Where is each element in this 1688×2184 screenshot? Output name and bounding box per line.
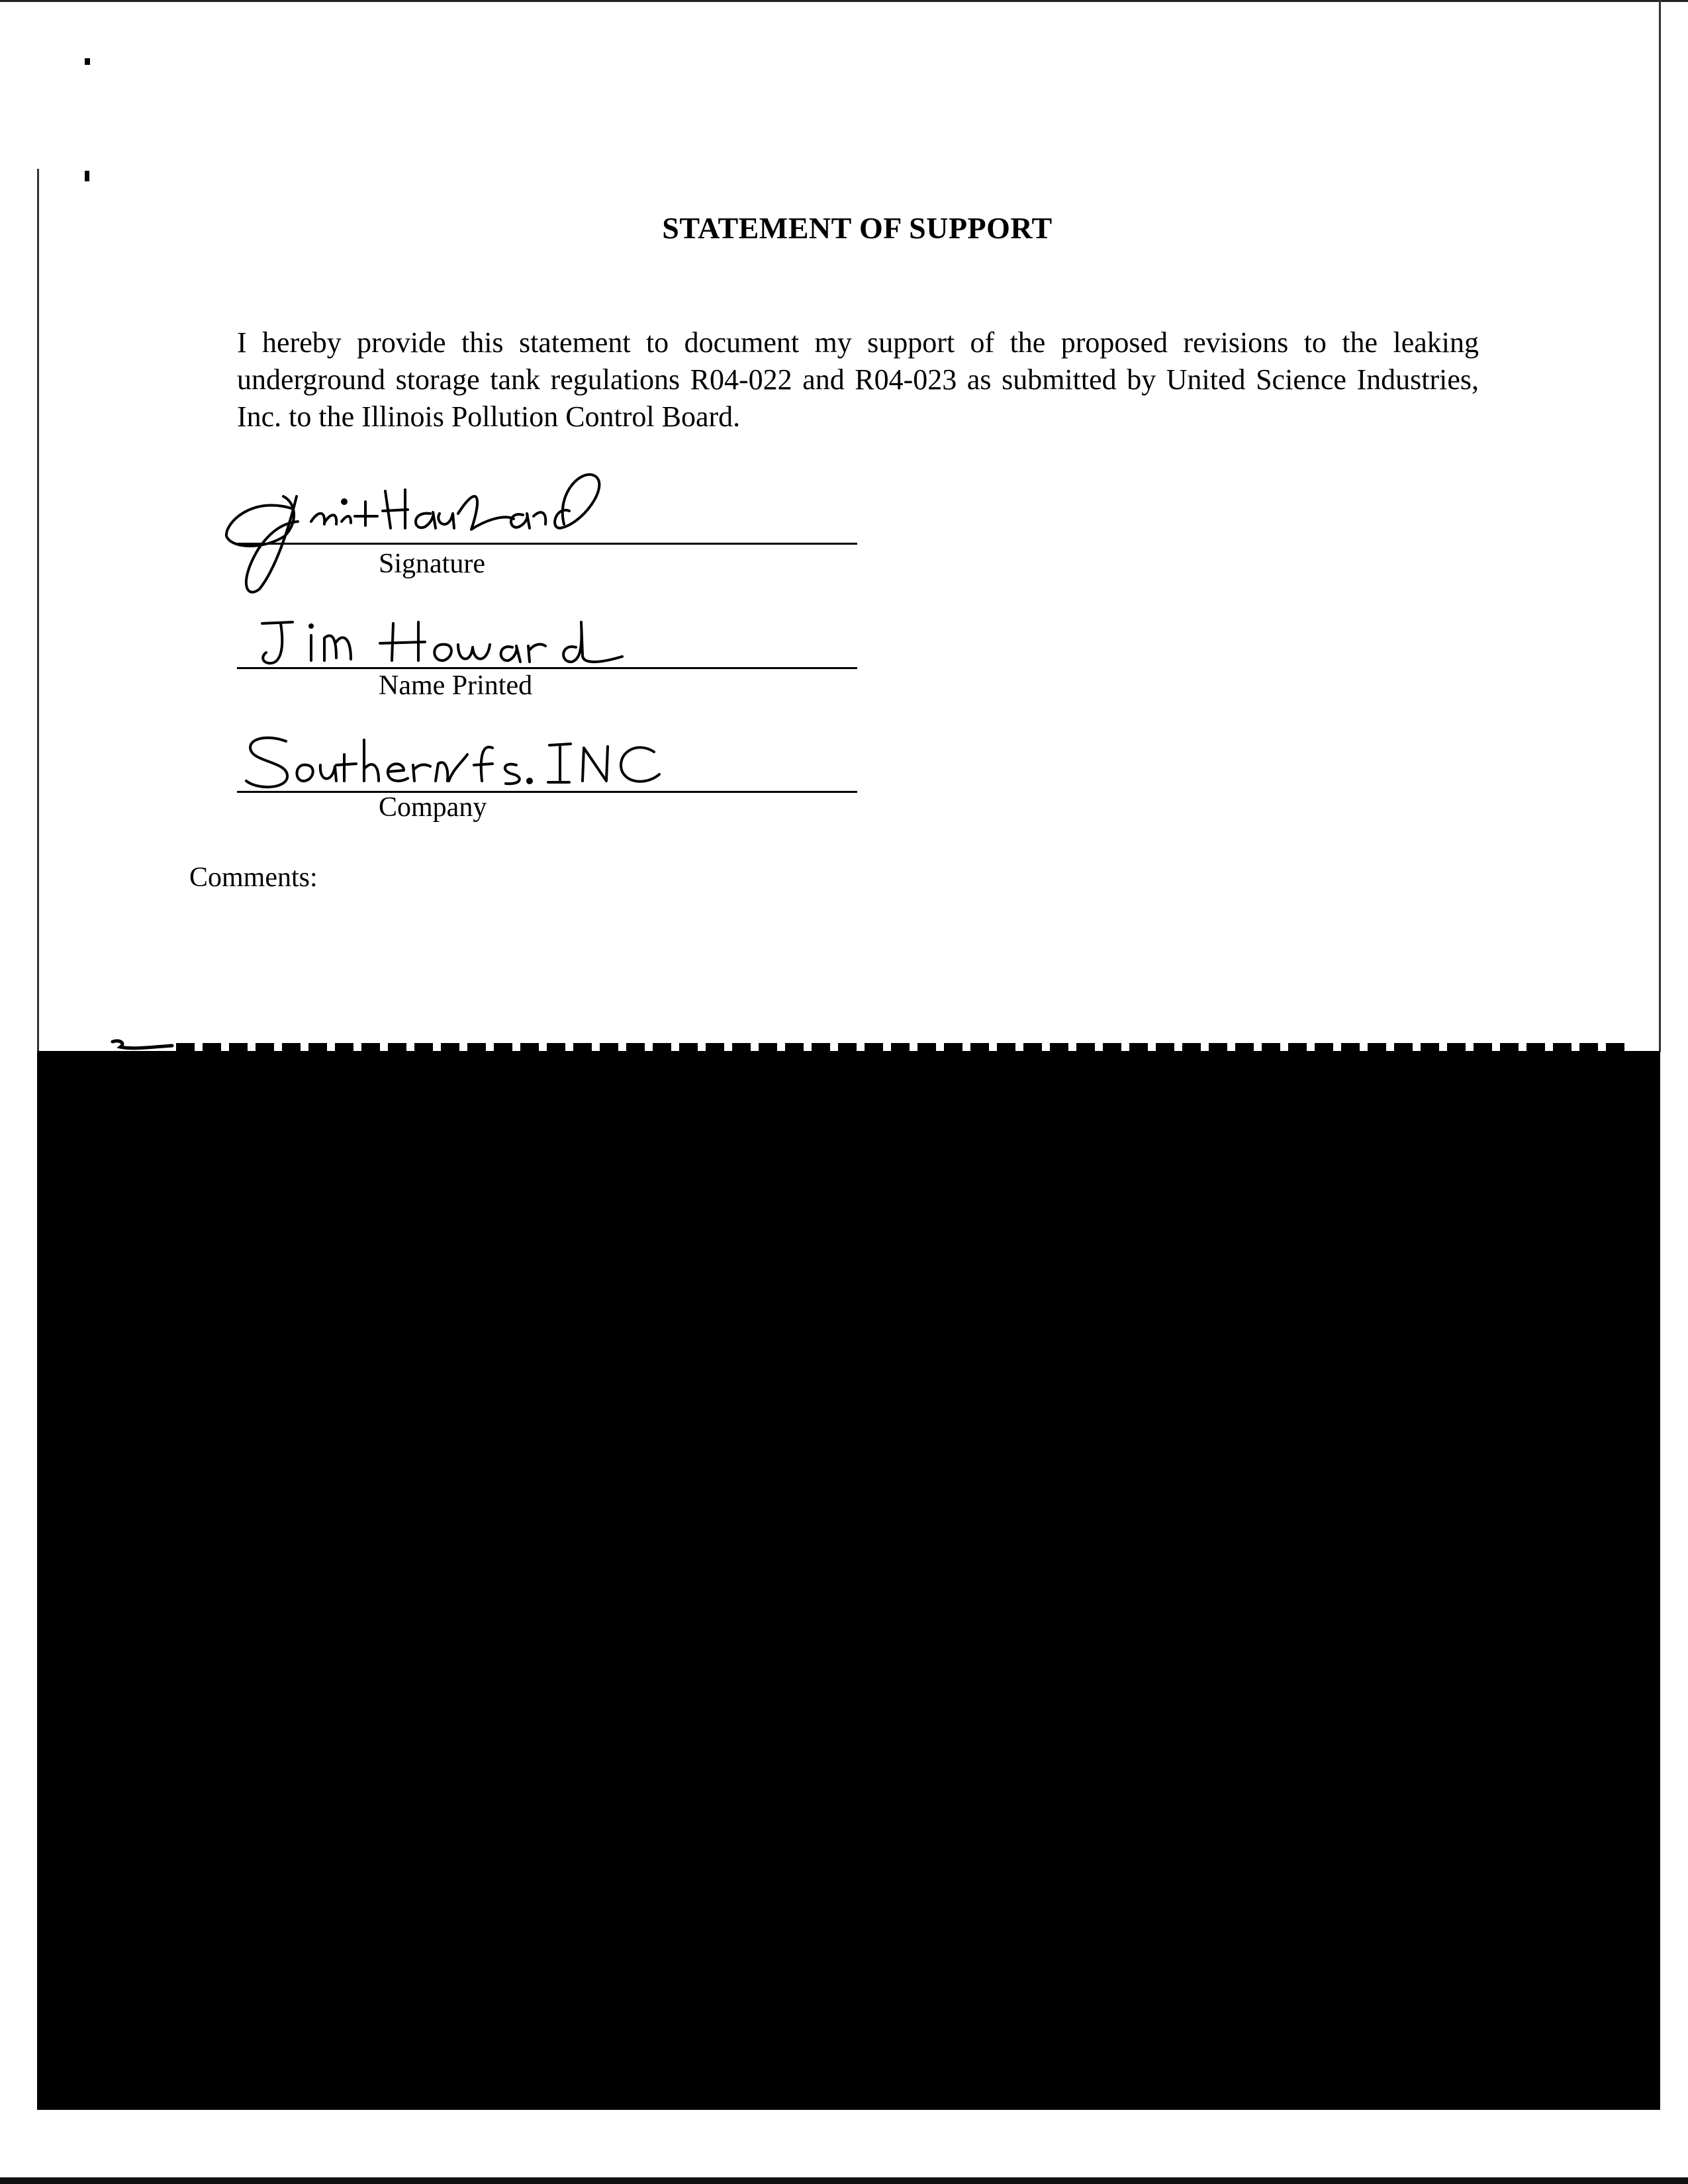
company-label: Company (379, 792, 487, 823)
comments-label: Comments: (189, 862, 318, 893)
statement-text: I hereby provide this statement to document my support of the proposed revisions to the leaking underground storage tank regulations R04-022 and R04-023 as submitted by United Science Industries, Inc. to the Illinois Pollution Control Board. (237, 326, 1479, 433)
name-printed-line (237, 667, 857, 669)
signature-label: Signature (379, 549, 485, 579)
redaction-block (37, 1051, 1660, 2110)
binder-hole-mark (85, 58, 90, 65)
handwritten-company (238, 728, 702, 794)
signature-line (237, 543, 857, 545)
company-line (237, 791, 857, 793)
document-title: STATEMENT OF SUPPORT (662, 211, 1053, 245)
scan-right-edge (1659, 0, 1661, 1052)
scan-bottom-edge (0, 2177, 1688, 2184)
scan-top-edge (0, 0, 1688, 2)
name-printed-label: Name Printed (379, 670, 533, 701)
scan-left-edge (37, 169, 39, 1056)
handwritten-name (252, 609, 662, 675)
perforated-edge (176, 1043, 1632, 1051)
binder-hole-mark (85, 171, 89, 181)
